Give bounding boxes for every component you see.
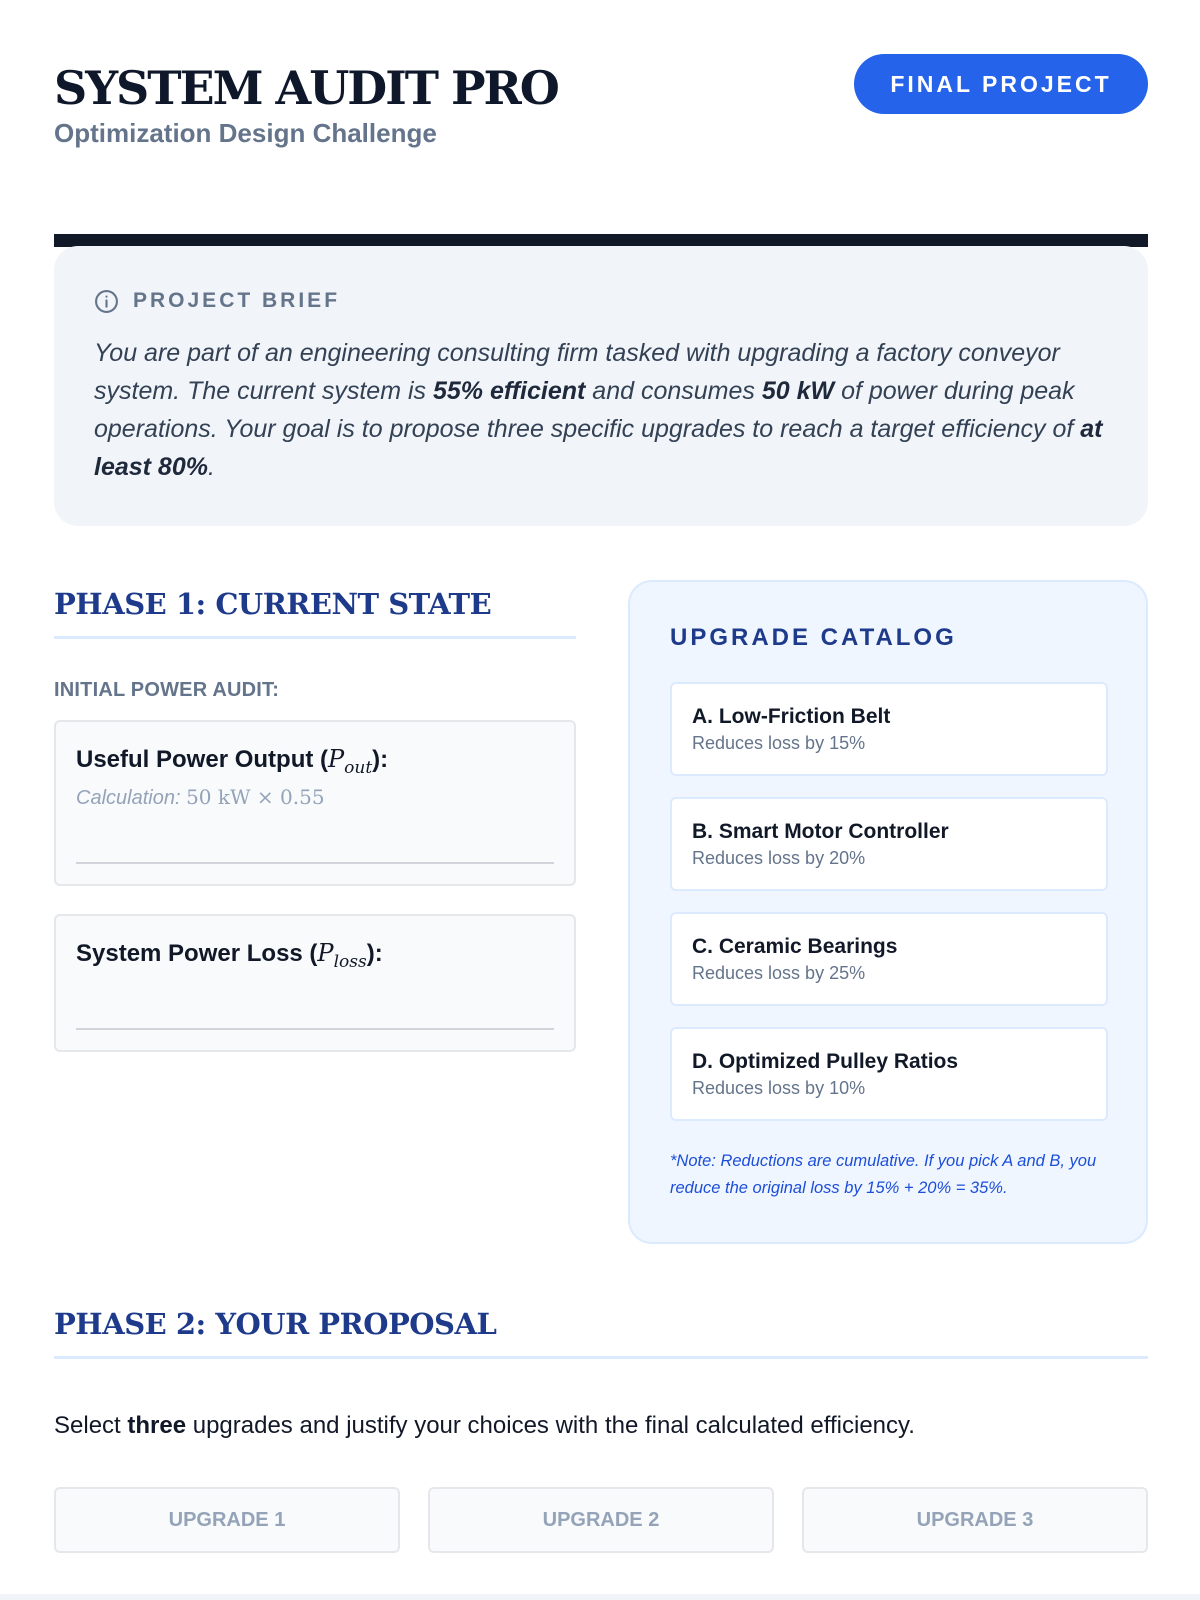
system-power-loss-label: System Power Loss $(P_{loss})$:: [76, 939, 383, 972]
project-brief: [54, 246, 1148, 526]
phase-2-section: [54, 1304, 1148, 1553]
catalog-item-name: C. Ceramic Bearings: [692, 935, 898, 958]
phase-2-title: PHASE 2: YOUR PROPOSAL: [54, 1307, 497, 1341]
answer-line[interactable]: [76, 1028, 554, 1030]
upgrade-slot-2[interactable]: UPGRADE 2: [428, 1487, 774, 1553]
brief-power: 50 kW: [761, 377, 835, 405]
upgrade-catalog: [628, 580, 1148, 1244]
brief-header: [94, 286, 1108, 316]
catalog-item-name: A. Low-Friction Belt: [692, 705, 891, 728]
page-bottom-edge: [0, 1594, 1200, 1600]
info-circle-icon: [94, 289, 119, 314]
catalog-item-name: B. Smart Motor Controller: [692, 820, 949, 843]
catalog-item-desc: Reduces loss by 20%: [692, 848, 866, 868]
system-power-loss-box[interactable]: [54, 914, 576, 1052]
catalog-item-smart-motor-controller[interactable]: [670, 797, 1108, 891]
catalog-item-optimized-pulley-ratios[interactable]: [670, 1027, 1108, 1121]
brief-efficiency: 55% efficient: [432, 377, 586, 405]
upgrade-slots: [54, 1487, 1148, 1553]
phase-1-section: [54, 584, 576, 1052]
catalog-item-ceramic-bearings[interactable]: [670, 912, 1108, 1006]
phase-1-title: PHASE 1: CURRENT STATE: [54, 587, 492, 621]
catalog-item-desc: Reduces loss by 25%: [692, 963, 866, 983]
worksheet-page: [54, 0, 1148, 1600]
audit-label: INITIAL POWER AUDIT:: [54, 679, 280, 701]
catalog-item-desc: Reduces loss by 10%: [692, 1078, 866, 1098]
page-subtitle: Optimization Design Challenge: [54, 118, 437, 148]
answer-line[interactable]: [76, 862, 554, 864]
catalog-item-desc: Reduces loss by 15%: [692, 733, 866, 753]
phase-1-divider: [54, 636, 576, 639]
final-project-badge[interactable]: FINAL PROJECT: [854, 54, 1148, 114]
header: [54, 54, 1148, 194]
useful-power-output-box[interactable]: [54, 720, 576, 886]
phase-2-divider: [54, 1356, 1148, 1359]
catalog-item-name: D. Optimized Pulley Ratios: [692, 1050, 959, 1073]
brief-label: PROJECT BRIEF: [133, 289, 341, 312]
brief-text: You are part of an engineering consulting firm tasked with upgrading a factory conveyor system. The current system is 55% efficient and consumes 50 kW of power during peak operations. Your goal is to propose three specific upgrades to reach a target efficiency of at least 80%.: [94, 339, 1103, 481]
proposal-prompt: Select three upgrades and justify your choices with the final calculated efficiency.: [54, 1412, 915, 1439]
catalog-title: UPGRADE CATALOG: [670, 624, 957, 651]
useful-power-output-label: Useful Power Output $(P_{out})$:: [76, 745, 389, 778]
catalog-item-low-friction-belt[interactable]: [670, 682, 1108, 776]
catalog-list: [670, 682, 1108, 1142]
calculation-hint: Calculation: 50 kW × 0.55: [76, 784, 325, 809]
catalog-note: *Note: Reductions are cumulative. If you pick A and B, you reduce the original loss by 15% + 20% = 35%.: [670, 1152, 1097, 1197]
upgrade-slot-3[interactable]: UPGRADE 3: [802, 1487, 1148, 1553]
upgrade-slot-1[interactable]: UPGRADE 1: [54, 1487, 400, 1553]
page-title: SYSTEM AUDIT PRO: [54, 61, 558, 115]
brief-target: at least 80%: [94, 415, 1103, 481]
